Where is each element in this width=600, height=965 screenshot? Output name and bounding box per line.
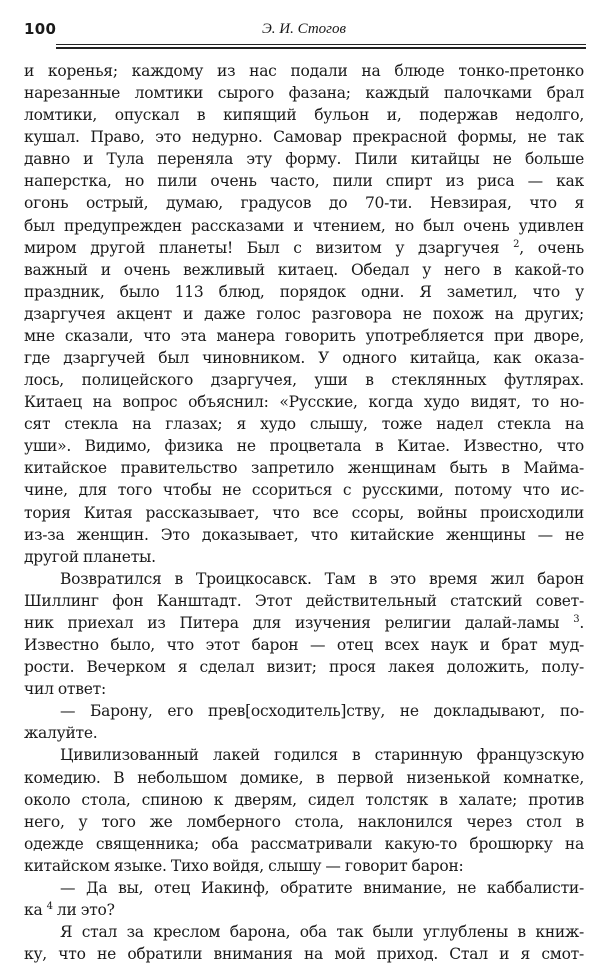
text-line-content: Возвратился в Троицкосавск. Там в это время жил барон [60,569,584,588]
text-line-content: Китаец на вопрос объяснил: «Русские, когда худо видят, то но- [24,393,584,412]
text-line-content: и коренья; каждому из нас подали на блюде тонко-претонко [24,62,584,80]
text-line [24,82,584,104]
header-rule-thick [56,47,586,49]
text-line [24,568,584,590]
text-line [24,612,584,634]
text-line [24,192,584,214]
text-line-content: жалуйте. [24,724,98,743]
text-line [24,921,584,943]
text-line [24,899,584,921]
page-header [24,20,584,40]
text-line [24,502,584,524]
text-line [24,303,584,325]
text-line-content: дзаргучея акцент и даже голос разговора не похож на других; [24,304,584,323]
text-line-content: Известно было, что этот барон — отец всех наук и брат муд- [24,636,584,655]
text-line [24,789,584,811]
text-line-content: давно и Тула переняла эту форму. Пили китайцы не больше [24,150,584,169]
text-line-content: из-за женщин. Это доказывает, что китайские женщины — не [24,525,584,544]
text-line-content: рости. Вечерком я сделал визит; прося лакея доложить, полу- [24,658,584,677]
text-line-content: около стола, спиною к дверям, сидел толстяк в халате; против [24,790,584,809]
text-line [24,435,584,457]
text-line [24,767,584,789]
text-line-content: ку, что не обратили внимания на мой приход. Стал и я смот- [24,945,584,964]
header-rule-thin [56,44,586,45]
text-line [24,678,584,700]
text-line-content: Я стал за креслом барона, оба так были углублены в книж- [60,923,584,942]
text-line-tail: , очень [519,238,584,257]
text-line [24,877,584,899]
text-line [24,590,584,612]
text-line [24,811,584,833]
text-line-tail: ли это? [52,900,115,919]
body-text [24,60,584,965]
text-line [24,170,584,192]
text-line [24,104,584,126]
text-line-content: миром другой планеты! Был с визитом у дзаргучея [24,238,500,257]
text-line [24,237,584,259]
text-line-content: чине, для того чтобы не ссориться с русскими, потому что ис- [24,481,584,500]
text-line-content: нарезанные ломтики сырого фазана; каждый палочками брал [24,84,584,103]
text-line [24,479,584,501]
text-line [24,700,584,722]
text-line-content: китайском языке. Тихо войдя, слышу — говорит барон: [24,856,464,875]
text-line-content: лось, полицейского дзаргучея, уши в стеклянных футлярах. [24,371,584,390]
text-line [24,634,584,656]
text-line-content: Цивилизованный лакей годился в старинную французскую [60,746,584,765]
text-line [24,855,584,877]
text-line-content: где дзаргучей был чиновником. У одного китайца, как оказа- [24,349,584,368]
text-line [24,833,584,855]
text-line-content: наперстка, но пили очень часто, пили спирт из риса — как [24,172,584,191]
text-line-content: был предупрежден рассказами и чтением, но был очень удивлен [24,216,584,235]
text-line-content: кушал. Право, это недурно. Самовар прекрасной формы, не так [24,128,584,147]
text-line-content: — Да вы, отец Иакинф, обратите внимание, не каббалисти- [60,878,584,897]
text-line-content: него, у того же ломберного стола, наклонился через стол в [24,812,584,831]
text-line [24,524,584,546]
text-line [24,722,584,744]
text-line [24,281,584,303]
text-line [24,744,584,766]
text-line-content: уши». Видимо, физика не процветала в Китае. Известно, что [24,437,584,456]
page-number: 100 [24,20,57,38]
text-line [24,457,584,479]
text-line-content: важный и очень вежливый китаец. Обедал у него в какой-то [24,260,584,279]
text-line-content: огонь острый, думаю, градусов до 70-ти. Невзирая, что я [24,194,584,213]
text-line-content: ник приехал из Питера для изучения религии далай-ламы [24,613,560,632]
text-line-content: сят стекла на глазах; я худо слышу, тоже надел стекла на [24,415,584,434]
running-head: Э. И. Стогов [261,21,347,37]
text-line [24,656,584,678]
text-line-content: Шиллинг фон Канштадт. Этот действительный статский совет- [24,591,584,610]
text-line [24,369,584,391]
text-line-content: — Барону, его прев[осходитель]ству, не докладывают, по- [60,702,584,721]
text-line [24,943,584,965]
text-line [24,347,584,369]
text-line [24,325,584,347]
text-line-content: другой планеты. [24,547,156,566]
text-line [24,546,584,568]
footnote-marker[interactable]: 4 [46,900,53,912]
text-line-content: чил ответ: [24,680,106,699]
text-line-content: одежде священника; оба рассматривали какую-то брошюрку на [24,834,584,853]
footnote-marker[interactable]: 3 [573,613,580,625]
text-line-content: тория Китая рассказывает, что все ссоры, войны происходили [24,503,584,522]
text-line-content: праздник, было 113 блюд, порядок одни. Я заметил, что у [24,282,584,301]
text-line-tail: . [579,613,584,632]
text-line-content: мне сказали, что эта манера говорить употребляется при дворе, [24,326,584,345]
footnote-marker[interactable]: 2 [513,238,520,250]
text-line [24,60,584,82]
text-line-content: ломтики, опускал в кипящий бульон и, подержав недолго, [24,106,584,125]
text-line [24,391,584,413]
text-line [24,259,584,281]
text-line [24,413,584,435]
text-line-content: комедию. В небольшом домике, в первой низенькой комнатке, [24,768,584,787]
text-line-content: китайское правительство запретило женщинам быть в Маймa- [24,459,584,478]
text-line [24,126,584,148]
text-line-content: ка [24,900,43,919]
text-line [24,215,584,237]
text-line [24,148,584,170]
